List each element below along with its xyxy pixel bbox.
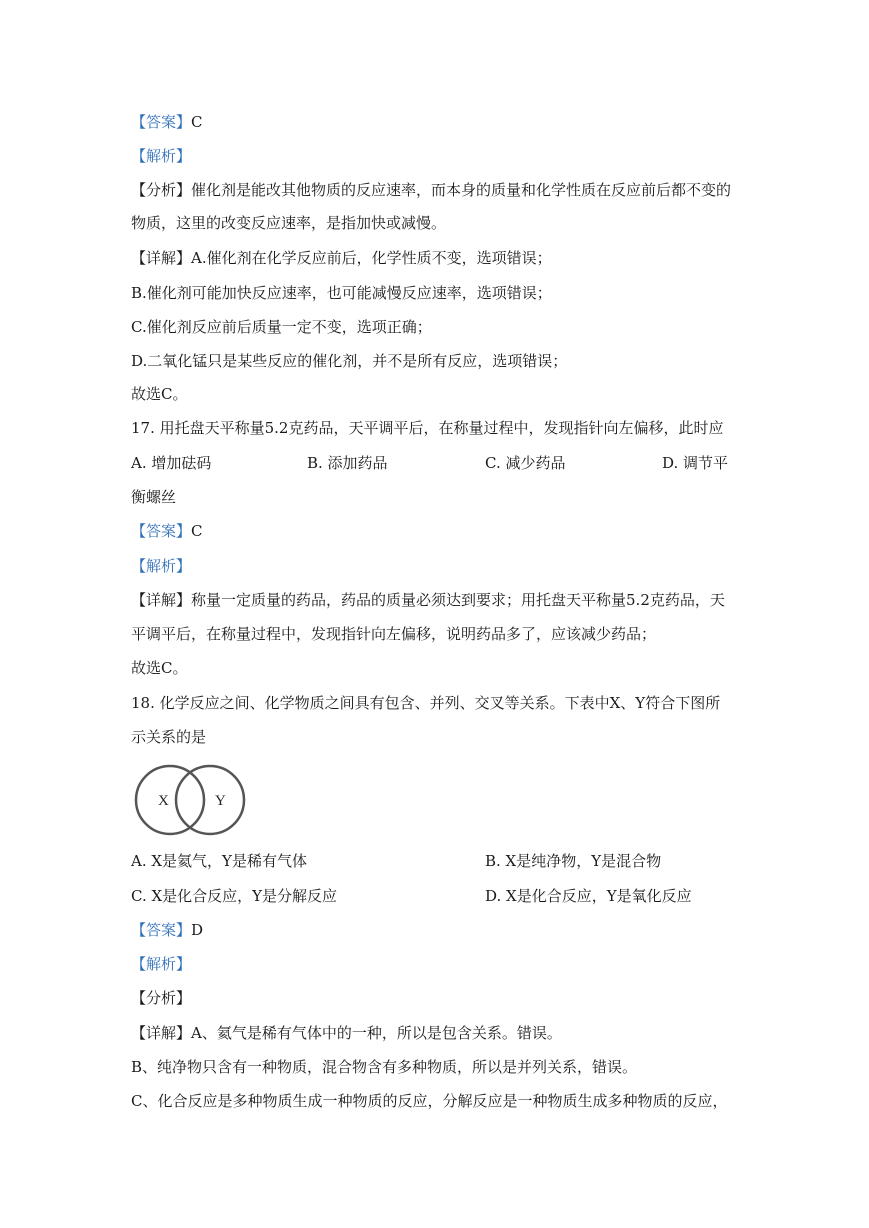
analysis-tag: 【解析】 — [131, 147, 192, 165]
detail-line-1 — [131, 590, 725, 610]
detail-prefix: 【详解】 — [131, 591, 192, 609]
answer-line — [131, 521, 203, 541]
analysis-tag: 【解析】 — [131, 557, 192, 575]
q17-option-c: C. 减少药品 — [485, 454, 566, 472]
detail-line-a — [131, 248, 552, 268]
q17-option-a: A. 增加砝码 — [131, 454, 212, 472]
fenxi-text: 催化剂是能改其他物质的反应速率，而本身的质量和化学性质在反应前后都不变的 — [191, 181, 732, 199]
q18-option-a: A. X是氦气，Y是稀有气体 — [131, 852, 307, 870]
detail-line-b: B.催化剂可能加快反应速率，也可能减慢反应速率，选项错误； — [131, 284, 552, 302]
fenxi-line-1 — [131, 180, 731, 200]
answer-tag: 【答案】 — [131, 113, 192, 131]
venn-label-x: X — [158, 793, 169, 809]
venn-label-y: Y — [215, 793, 226, 809]
question-17-stem: 17. 用托盘天平称量5.2克药品，天平调平后，在称量过程中，发现指针向左偏移，此时应 — [131, 419, 724, 437]
answer-tag: 【答案】 — [131, 921, 192, 939]
fenxi-prefix: 【分析】 — [131, 181, 192, 199]
detail-text: A.催化剂在化学反应前后，化学性质不变，选项错误； — [191, 249, 552, 267]
detail-line-a — [131, 1023, 562, 1043]
question-18-stem-line-2: 示关系的是 — [131, 728, 207, 746]
detail-text: 称量一定质量的药品，药品的质量必须达到要求；用托盘天平称量5.2克药品，天 — [191, 591, 725, 609]
answer-value: C — [191, 113, 203, 131]
detail-line-c: C、化合反应是多种物质生成一种物质的反应，分解反应是一种物质生成多种物质的反应， — [131, 1092, 728, 1110]
answer-value: D — [191, 921, 204, 939]
analysis-tag: 【解析】 — [131, 955, 192, 973]
answer-value: C — [191, 522, 203, 540]
conclusion-line: 故选C。 — [131, 385, 188, 403]
conclusion-line: 故选C。 — [131, 659, 188, 677]
detail-line-d: D.二氧化锰只是某些反应的催化剂，并不是所有反应，选项错误； — [131, 352, 568, 370]
venn-diagram — [131, 763, 247, 837]
fenxi-line-2: 物质，这里的改变反应速率，是指加快或减慢。 — [131, 214, 447, 232]
detail-text: A、氦气是稀有气体中的一种，所以是包含关系。错误。 — [191, 1024, 562, 1042]
detail-prefix: 【详解】 — [131, 249, 192, 267]
q18-option-b: B. X是纯净物，Y是混合物 — [485, 852, 662, 870]
detail-line-2: 平调平后，在称量过程中，发现指针向左偏移，说明药品多了，应该减少药品； — [131, 625, 657, 643]
detail-prefix: 【详解】 — [131, 1024, 192, 1042]
q17-option-b: B. 添加药品 — [307, 454, 388, 472]
fenxi-line: 【分析】 — [131, 989, 192, 1007]
venn-circle-y — [176, 766, 244, 834]
q18-option-d: D. X是化合反应，Y是氧化反应 — [485, 887, 692, 905]
q18-option-c: C. X是化合反应，Y是分解反应 — [131, 887, 338, 905]
question-18-stem-line-1: 18. 化学反应之间、化学物质之间具有包含、并列、交叉等关系。下表中X、Y符合下图所 — [131, 694, 721, 712]
detail-line-b: B、纯净物只含有一种物质，混合物含有多种物质，所以是并列关系，错误。 — [131, 1058, 638, 1076]
answer-line — [131, 920, 203, 940]
detail-line-c: C.催化剂反应前后质量一定不变，选项正确； — [131, 318, 432, 336]
answer-line — [131, 112, 203, 132]
venn-circle-x — [136, 766, 204, 834]
q17-option-d: D. 调节平 — [662, 454, 729, 472]
q17-option-d-continued: 衡螺丝 — [131, 488, 177, 506]
answer-tag: 【答案】 — [131, 522, 192, 540]
